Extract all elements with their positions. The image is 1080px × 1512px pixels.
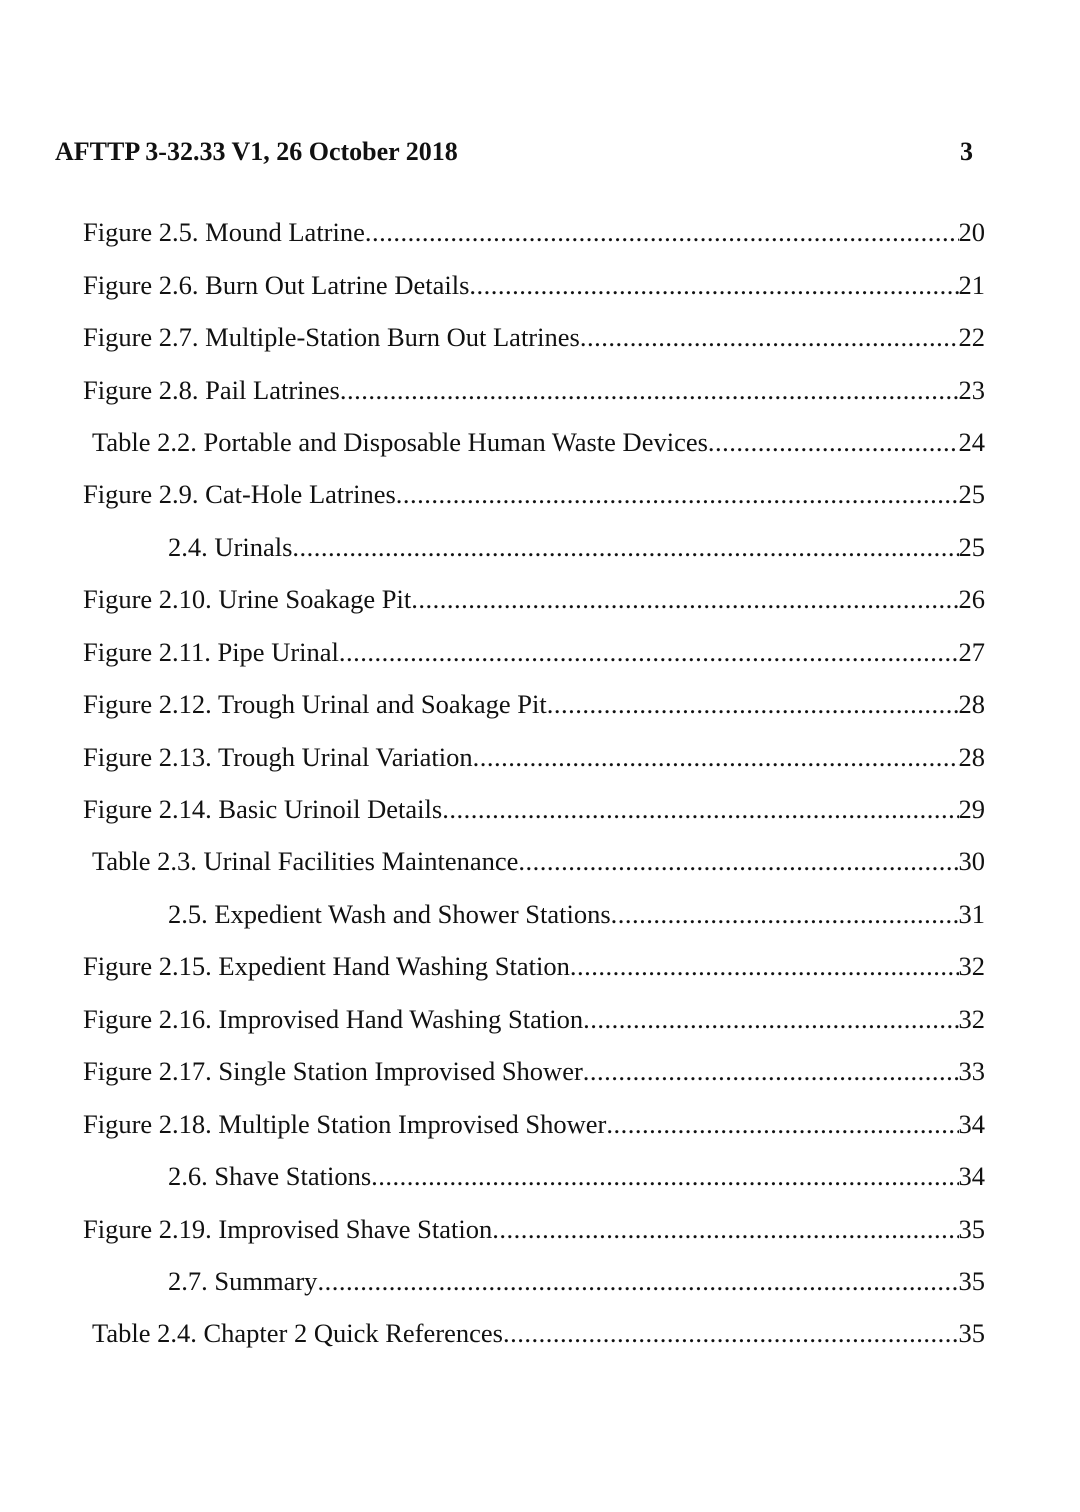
- toc-entry-page: 35: [958, 1213, 985, 1244]
- toc-entry-label: 2.6. Shave Stations: [168, 1161, 372, 1192]
- toc-entry-label: Figure 2.8. Pail Latrines: [83, 374, 340, 405]
- toc-entry-label: Figure 2.5. Mound Latrine: [83, 217, 365, 248]
- toc-entry[interactable]: [0, 573, 1080, 625]
- toc-entry-label: Figure 2.9. Cat-Hole Latrines: [83, 479, 396, 510]
- page-header: [55, 134, 973, 170]
- toc-entry-label: Figure 2.16. Improvised Hand Washing Station: [83, 1003, 584, 1034]
- toc-entry[interactable]: [0, 363, 1080, 415]
- dot-leader: [518, 843, 958, 879]
- dot-leader: [503, 1315, 959, 1351]
- toc-entry-label: 2.4. Urinals: [168, 531, 293, 562]
- toc-entry-label: Figure 2.12. Trough Urinal and Soakage Pit: [83, 689, 547, 720]
- dot-leader: [547, 686, 959, 722]
- dot-leader: [371, 1158, 958, 1194]
- toc-entry-page: 20: [958, 217, 985, 248]
- toc-entry[interactable]: [0, 678, 1080, 730]
- dot-leader: [339, 634, 959, 670]
- dot-leader: [606, 1106, 958, 1142]
- toc-entry-page: 21: [958, 269, 985, 300]
- toc-entry-page: 26: [958, 584, 985, 615]
- toc-entry-label: Table 2.4. Chapter 2 Quick References: [92, 1318, 503, 1349]
- toc-entry[interactable]: [0, 521, 1080, 573]
- dot-leader: [292, 529, 958, 565]
- toc-entry-label: Figure 2.13. Trough Urinal Variation: [83, 741, 473, 772]
- dot-leader: [570, 948, 959, 984]
- toc-entry-label: Figure 2.15. Expedient Hand Washing Station: [83, 951, 570, 982]
- toc-entry-page: 25: [958, 531, 985, 562]
- dot-leader: [708, 424, 959, 460]
- toc-entry-label: Figure 2.7. Multiple-Station Burn Out Latrines: [83, 322, 580, 353]
- toc-entry[interactable]: [0, 1097, 1080, 1149]
- table-of-contents: [0, 206, 1080, 1360]
- toc-entry-page: 25: [958, 479, 985, 510]
- toc-entry[interactable]: [0, 416, 1080, 468]
- toc-entry[interactable]: [0, 626, 1080, 678]
- toc-entry-page: 34: [958, 1108, 985, 1139]
- toc-entry-page: 32: [958, 951, 985, 982]
- dot-leader: [442, 791, 958, 827]
- toc-entry-label: Figure 2.14. Basic Urinoil Details: [83, 794, 443, 825]
- dot-leader: [396, 476, 959, 512]
- dot-leader: [411, 581, 958, 617]
- dot-leader: [611, 896, 959, 932]
- toc-entry-page: 28: [958, 741, 985, 772]
- toc-entry-label: Figure 2.6. Burn Out Latrine Details: [83, 269, 470, 300]
- toc-entry-label: 2.7. Summary: [168, 1265, 318, 1296]
- toc-entry[interactable]: [0, 1255, 1080, 1307]
- dot-leader: [492, 1211, 958, 1247]
- toc-entry-label: Table 2.2. Portable and Disposable Human Waste Devices: [92, 426, 708, 457]
- toc-entry-page: 22: [958, 322, 985, 353]
- toc-entry-page: 29: [958, 794, 985, 825]
- toc-entry-page: 32: [958, 1003, 985, 1034]
- toc-entry-page: 33: [958, 1056, 985, 1087]
- toc-entry[interactable]: [0, 1307, 1080, 1359]
- dot-leader: [473, 739, 959, 775]
- toc-entry[interactable]: [0, 940, 1080, 992]
- toc-entry[interactable]: [0, 1150, 1080, 1202]
- toc-entry-page: 34: [958, 1161, 985, 1192]
- dot-leader: [317, 1263, 958, 1299]
- toc-entry[interactable]: [0, 783, 1080, 835]
- toc-entry-label: Figure 2.10. Urine Soakage Pit: [83, 584, 412, 615]
- dot-leader: [580, 319, 959, 355]
- toc-entry-page: 27: [958, 636, 985, 667]
- toc-entry-page: 23: [958, 374, 985, 405]
- dot-leader: [469, 267, 958, 303]
- toc-entry-label: Figure 2.18. Multiple Station Improvised Shower: [83, 1108, 607, 1139]
- toc-entry-page: 35: [958, 1318, 985, 1349]
- toc-entry-label: 2.5. Expedient Wash and Shower Stations: [168, 898, 611, 929]
- dot-leader: [340, 372, 959, 408]
- toc-entry[interactable]: [0, 1202, 1080, 1254]
- toc-entry[interactable]: [0, 468, 1080, 520]
- dot-leader: [583, 1053, 959, 1089]
- toc-entry-label: Figure 2.19. Improvised Shave Station: [83, 1213, 493, 1244]
- toc-entry[interactable]: [0, 311, 1080, 363]
- toc-entry-page: 31: [958, 898, 985, 929]
- toc-entry-label: Table 2.3. Urinal Facilities Maintenance: [92, 846, 519, 877]
- toc-entry-page: 24: [958, 426, 985, 457]
- toc-entry[interactable]: [0, 888, 1080, 940]
- page-number: 3: [960, 137, 973, 166]
- toc-entry-page: 28: [958, 689, 985, 720]
- toc-entry[interactable]: [0, 993, 1080, 1045]
- toc-entry[interactable]: [0, 1045, 1080, 1097]
- toc-entry[interactable]: [0, 206, 1080, 258]
- toc-entry[interactable]: [0, 730, 1080, 782]
- toc-entry-page: 30: [958, 846, 985, 877]
- toc-entry-label: Figure 2.17. Single Station Improvised Shower: [83, 1056, 583, 1087]
- toc-entry[interactable]: [0, 835, 1080, 887]
- document-identifier: AFTTP 3-32.33 V1, 26 October 2018: [55, 137, 458, 166]
- dot-leader: [583, 1001, 958, 1037]
- toc-entry-label: Figure 2.11. Pipe Urinal: [83, 636, 339, 667]
- toc-entry[interactable]: [0, 258, 1080, 310]
- toc-entry-page: 35: [958, 1265, 985, 1296]
- dot-leader: [365, 214, 959, 250]
